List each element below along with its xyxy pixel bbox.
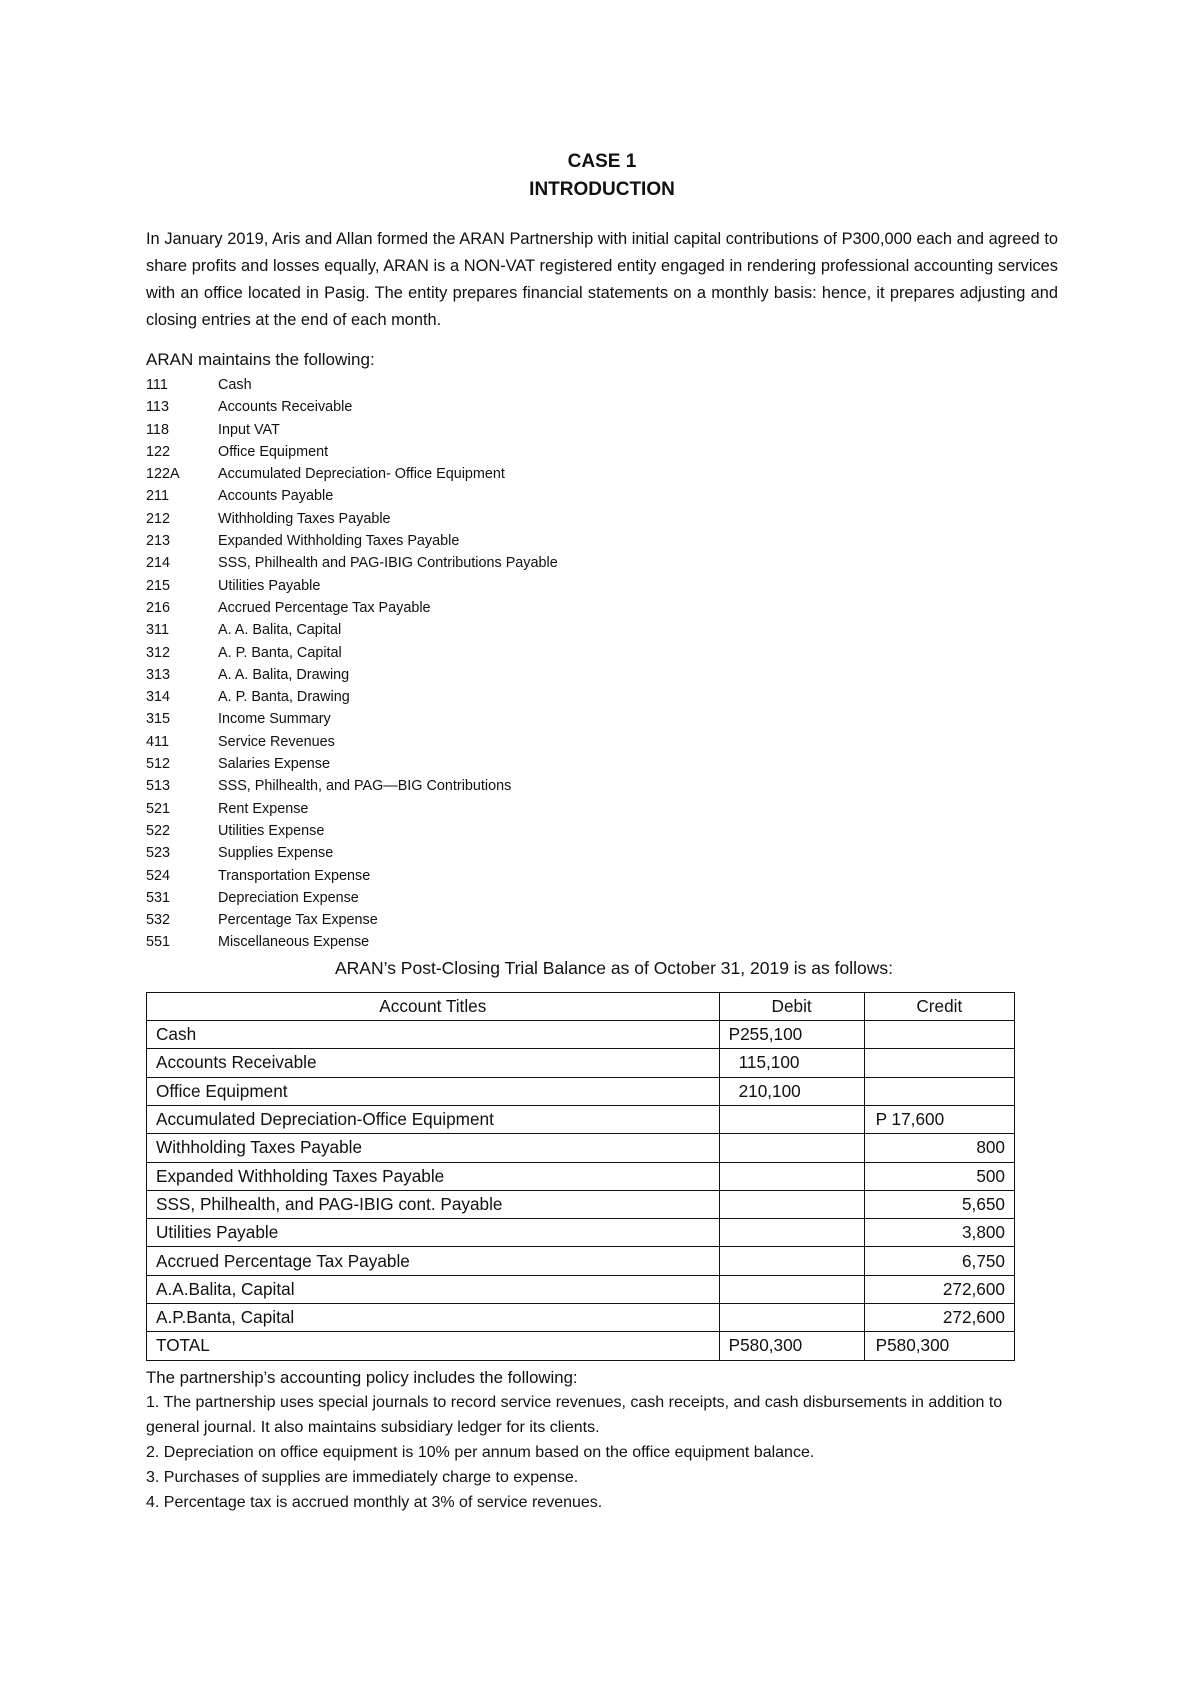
account-name: Salaries Expense (218, 756, 330, 773)
account-title-cell: A.A.Balita, Capital (147, 1275, 720, 1303)
account-code: 212 (146, 510, 171, 527)
debit-cell (719, 1219, 864, 1247)
account-title-cell: Accounts Receivable (147, 1049, 720, 1077)
table-row (147, 1247, 1015, 1275)
policy-list (146, 1390, 1058, 1515)
table-row (147, 1332, 1015, 1360)
account-code: 524 (146, 867, 171, 884)
table-row (147, 1105, 1015, 1133)
account-item (146, 530, 1058, 552)
table-row (147, 1190, 1015, 1218)
account-item (146, 842, 1058, 864)
account-item (146, 887, 1058, 909)
debit-cell: P255,100 (719, 1021, 864, 1049)
debit-cell (719, 1105, 864, 1133)
account-item (146, 619, 1058, 641)
header-account-titles: Account Titles (147, 992, 720, 1020)
debit-cell (719, 1162, 864, 1190)
policy-item: 3. Purchases of supplies are immediately charge to expense. (146, 1468, 579, 1486)
account-code: 512 (146, 756, 171, 773)
account-item (146, 820, 1058, 842)
account-item (146, 909, 1058, 931)
account-item (146, 374, 1058, 396)
account-code: 211 (146, 488, 169, 505)
account-item (146, 931, 1058, 953)
credit-cell: 6,750 (864, 1247, 1014, 1275)
debit-cell (719, 1303, 864, 1331)
account-code: 513 (146, 778, 171, 795)
policy-item: 2. Depreciation on office equipment is 10% per annum based on the office equipment balance. (146, 1443, 815, 1461)
header-debit: Debit (719, 992, 864, 1020)
document-page (146, 148, 1058, 1515)
account-name: Expanded Withholding Taxes Payable (218, 533, 460, 550)
account-code: 118 (146, 421, 169, 438)
account-title-cell: Expanded Withholding Taxes Payable (147, 1162, 720, 1190)
account-title-cell: TOTAL (147, 1332, 720, 1360)
account-name: Input VAT (218, 421, 280, 438)
table-row (147, 1134, 1015, 1162)
account-item (146, 552, 1058, 574)
credit-cell (864, 1049, 1014, 1077)
account-code: 216 (146, 599, 171, 616)
account-title-cell: Accumulated Depreciation-Office Equipment (147, 1105, 720, 1133)
account-item (146, 575, 1058, 597)
account-item (146, 753, 1058, 775)
account-name: Depreciation Expense (218, 889, 359, 906)
account-code: 532 (146, 912, 171, 929)
header-credit: Credit (864, 992, 1014, 1020)
account-code: 411 (146, 733, 169, 750)
account-item (146, 798, 1058, 820)
account-code: 313 (146, 666, 171, 683)
account-name: SSS, Philhealth and PAG-IBIG Contributions Payable (218, 555, 558, 572)
section-title: INTRODUCTION (529, 179, 675, 200)
trial-balance-table (146, 992, 1015, 1361)
account-item (146, 731, 1058, 753)
account-name: A. P. Banta, Capital (218, 644, 342, 661)
account-name: Percentage Tax Expense (218, 912, 378, 929)
credit-cell: 272,600 (864, 1275, 1014, 1303)
debit-cell (719, 1275, 864, 1303)
account-name: Utilities Expense (218, 822, 325, 839)
account-item (146, 419, 1058, 441)
account-code: 315 (146, 711, 171, 728)
table-row (147, 1303, 1015, 1331)
account-name: Accumulated Depreciation- Office Equipment (218, 466, 505, 483)
policy-item: 1. The partnership uses special journals to record service revenues, cash receipts, and cash disbursements in addition to general journal. It also maintains subsidiary ledger for its clients. (146, 1393, 1003, 1436)
account-name: A. P. Banta, Drawing (218, 689, 350, 706)
account-code: 314 (146, 689, 171, 706)
account-title-cell: Utilities Payable (147, 1219, 720, 1247)
credit-cell: 500 (864, 1162, 1014, 1190)
account-item (146, 597, 1058, 619)
debit-cell: 115,100 (719, 1049, 864, 1077)
account-item (146, 775, 1058, 797)
account-code: 215 (146, 577, 171, 594)
debit-cell (719, 1247, 864, 1275)
accounts-heading: ARAN maintains the following: (146, 350, 375, 369)
table-row (147, 1162, 1015, 1190)
account-name: Cash (218, 377, 252, 393)
account-item (146, 396, 1058, 418)
account-item (146, 708, 1058, 730)
account-code: 521 (146, 800, 171, 817)
account-item (146, 664, 1058, 686)
account-name: Supplies Expense (218, 845, 334, 862)
account-title-cell: Cash (147, 1021, 720, 1049)
debit-cell: 210,100 (719, 1077, 864, 1105)
account-title-cell: Withholding Taxes Payable (147, 1134, 720, 1162)
account-name: Accrued Percentage Tax Payable (218, 599, 431, 616)
account-name: Transportation Expense (218, 867, 371, 884)
account-name: Miscellaneous Expense (218, 934, 370, 951)
account-code: 111 (146, 377, 168, 393)
account-code: 311 (146, 622, 169, 639)
account-name: Utilities Payable (218, 577, 321, 594)
account-item (146, 463, 1058, 485)
debit-cell: P580,300 (719, 1332, 864, 1360)
account-code: 213 (146, 533, 171, 550)
account-item (146, 508, 1058, 530)
account-code: 113 (146, 399, 169, 416)
account-item (146, 642, 1058, 664)
credit-cell (864, 1021, 1014, 1049)
account-code: 214 (146, 555, 171, 572)
account-code: 122 (146, 443, 171, 460)
credit-cell: 800 (864, 1134, 1014, 1162)
credit-cell: P580,300 (864, 1332, 1014, 1360)
credit-cell: 5,650 (864, 1190, 1014, 1218)
trial-balance-heading: ARAN’s Post-Closing Trial Balance as of October 31, 2019 is as follows: (335, 957, 893, 978)
debit-cell (719, 1134, 864, 1162)
credit-cell (864, 1077, 1014, 1105)
account-name: Income Summary (218, 711, 331, 728)
account-code: 531 (146, 889, 171, 906)
account-title-cell: A.P.Banta, Capital (147, 1303, 720, 1331)
account-name: Rent Expense (218, 800, 309, 817)
table-row (147, 1049, 1015, 1077)
account-name: A. A. Balita, Drawing (218, 666, 350, 683)
account-code: 312 (146, 644, 171, 661)
account-name: Office Equipment (218, 443, 329, 460)
credit-cell: P 17,600 (864, 1105, 1014, 1133)
account-name: A. A. Balita, Capital (218, 622, 342, 639)
case-title: CASE 1 (567, 151, 637, 172)
table-row (147, 1275, 1015, 1303)
chart-of-accounts-list (146, 374, 1058, 954)
account-code: 122A (146, 466, 180, 483)
account-title-cell: Office Equipment (147, 1077, 720, 1105)
intro-paragraph: In January 2019, Aris and Allan formed the ARAN Partnership with initial capital contributions of P300,000 each and agreed to share profits and losses equally, ARAN is a NON-VAT registered entity engaged in rendering professional accounting services with an office located in Pasig. The entity prepares financial statements on a monthly basis: hence, it prepares adjusting and closing entries at the end of each month. (146, 230, 1058, 329)
account-title-cell: SSS, Philhealth, and PAG-IBIG cont. Payable (147, 1190, 720, 1218)
account-name: Service Revenues (218, 733, 335, 750)
account-item (146, 865, 1058, 887)
table-header-row (147, 992, 1015, 1020)
credit-cell: 272,600 (864, 1303, 1014, 1331)
account-code: 522 (146, 822, 171, 839)
policy-heading: The partnership’s accounting policy includes the following: (146, 1367, 578, 1387)
table-row (147, 1021, 1015, 1049)
debit-cell (719, 1190, 864, 1218)
policy-item: 4. Percentage tax is accrued monthly at 3% of service revenues. (146, 1493, 603, 1511)
table-row (147, 1219, 1015, 1247)
account-title-cell: Accrued Percentage Tax Payable (147, 1247, 720, 1275)
account-code: 551 (146, 934, 171, 951)
account-name: Withholding Taxes Payable (218, 510, 391, 527)
table-row (147, 1077, 1015, 1105)
account-name: SSS, Philhealth, and PAG—BIG Contributions (218, 778, 512, 795)
account-code: 523 (146, 845, 171, 862)
account-name: Accounts Receivable (218, 399, 353, 416)
account-item (146, 441, 1058, 463)
account-name: Accounts Payable (218, 488, 334, 505)
credit-cell: 3,800 (864, 1219, 1014, 1247)
account-item (146, 485, 1058, 507)
account-item (146, 686, 1058, 708)
